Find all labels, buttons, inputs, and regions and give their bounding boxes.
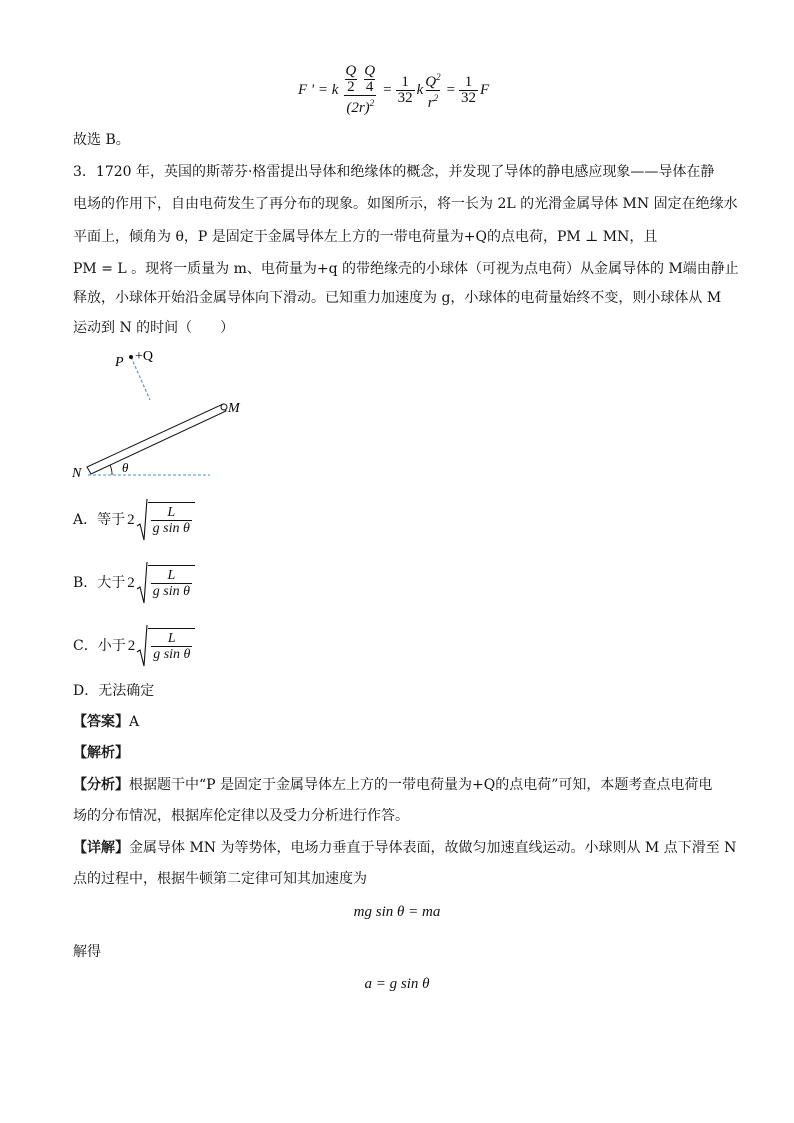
theta-arc xyxy=(110,465,112,475)
formula-top: F ' = k $\frac{Q}{2}$ $\frac{Q}{4}$ $(2r)^2$ = $\frac{1}{32}$ k $\frac{Q^2}{r^2}$ = $\frac{1}{32}$ F xyxy=(298,63,490,116)
ball-m xyxy=(221,404,227,410)
answer-line xyxy=(73,712,139,732)
option-c: C．小于 2 $\frac{L}{\text{g sin θ}}$ xyxy=(73,623,195,669)
label-plus-q: +Q xyxy=(135,349,154,364)
label-p: P xyxy=(115,355,124,370)
q3-line6: 运动到 N 的时间（ ） xyxy=(73,320,235,336)
answer-label: 【答案】 xyxy=(73,714,129,730)
option-d: D．无法确定 xyxy=(73,683,155,699)
sqrt-sign-icon xyxy=(136,624,148,668)
q3-line1: 3．1720 年，英国的斯蒂芬·格雷提出导体和绝缘体的概念，并发现了导体的静电感应现象——导体在静 xyxy=(73,164,715,180)
fenxi-label: 【分析】 xyxy=(73,777,129,793)
formula-big-fraction: $\frac{Q}{2}$ $\frac{Q}{4}$ $(2r)^2$ xyxy=(345,63,376,116)
answer-value: A xyxy=(129,714,140,730)
sqrt-sign-icon xyxy=(136,498,148,542)
label-theta: θ xyxy=(122,460,129,475)
equation-result: a = g sin θ xyxy=(364,976,430,992)
fenxi-line2: 场的分布情况，根据库伦定律以及受力分析进行作答。 xyxy=(73,808,409,824)
option-a: A．等于 2 $\frac{L}{\text{g sin θ}}$ xyxy=(73,497,195,543)
option-b: B．大于 2 $\frac{L}{\text{g sin θ}}$ xyxy=(73,560,195,606)
q3-line2: 电场的作用下，自由电荷发生了再分布的现象。如图所示，将一长为 2L 的光滑金属导体 MN 固定在绝缘水 xyxy=(73,196,738,212)
q3-line3: 平面上，倾角为 θ，P 是固定于金属导体左上方的一带电荷量为+Q的点电荷，PM ⊥ MN，且 xyxy=(73,229,658,245)
select-b-text: 故选 B。 xyxy=(73,132,130,148)
figure-incline xyxy=(70,345,240,485)
formula-lhs: F ' = k xyxy=(298,81,339,98)
conductor-rod xyxy=(87,404,226,474)
xiangjie-line1: 【详解】金属导体 MN 为等势体，电场力垂直于导体表面，故做匀加速直线运动。小球则从 M 点下滑至 N xyxy=(73,840,737,856)
point-p-dot xyxy=(129,355,133,359)
equation-newton: mg sin θ = ma xyxy=(353,904,441,920)
q3-line5: 释放，小球体开始沿金属导体向下滑动。已知重力加速度为 g，小球体的电荷量始终不变，则小球体从 M xyxy=(73,290,722,306)
label-n: N xyxy=(72,466,82,481)
q3-line4: PM = L 。现将一质量为 m、电荷量为+q 的带绝缘壳的小球体（可视为点电荷）从金属导体的 M端由静止 xyxy=(73,261,739,277)
label-m: M xyxy=(228,401,240,416)
jiede-text: 解得 xyxy=(73,944,101,960)
xiangjie-line2: 点的过程中，根据牛顿第二定律可知其加速度为 xyxy=(73,871,367,887)
fenxi-line1: 【分析】根据题干中“P 是固定于金属导体左上方的一带电荷量为+Q的点电荷”可知，本题考查点电荷电 xyxy=(73,777,713,793)
analysis-label: 【解析】 xyxy=(73,745,129,761)
sqrt-sign-icon xyxy=(136,561,148,605)
xiangjie-label: 【详解】 xyxy=(73,840,129,856)
